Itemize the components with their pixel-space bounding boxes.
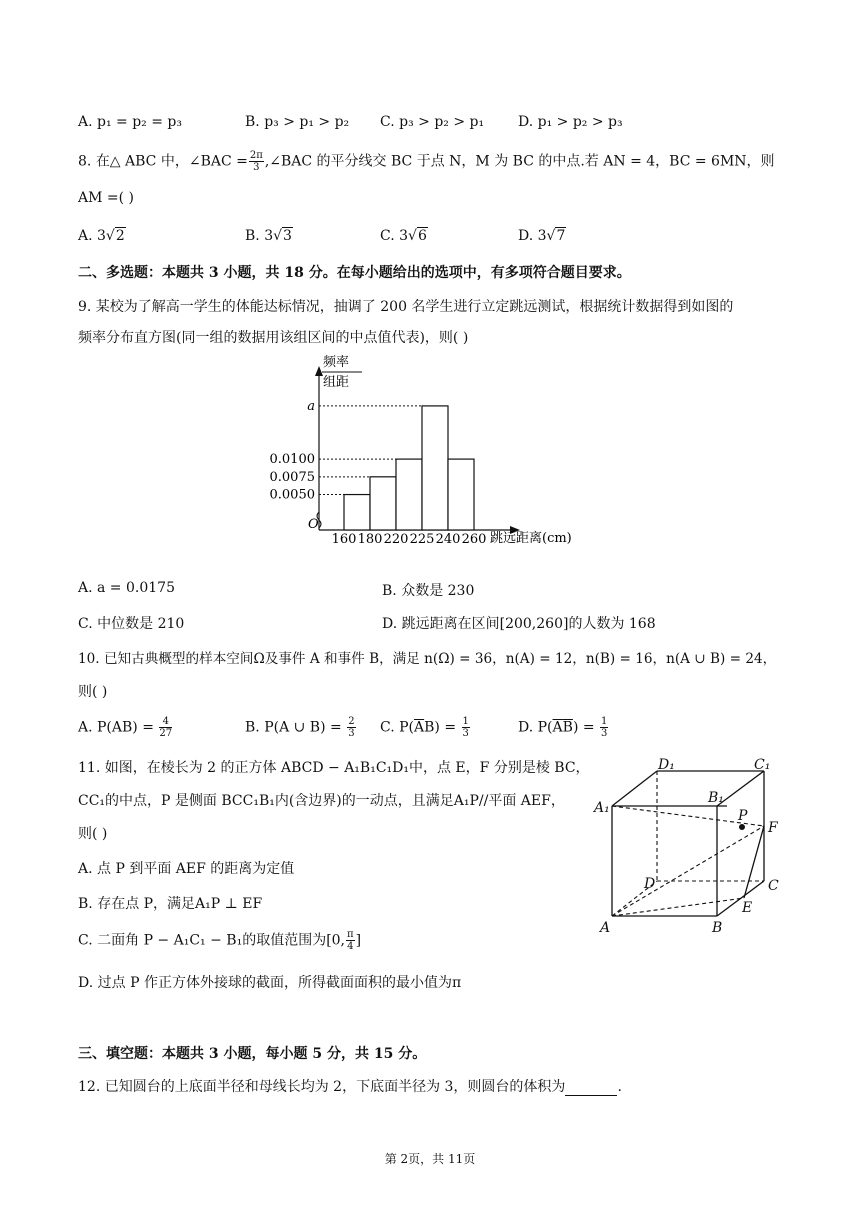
q10-option-d: D. $P(\overline{A}\overline{B})$ = $\frac{1}{3}$ xyxy=(518,716,608,739)
q7-option-c: C. p₃ > p₂ > p₁ xyxy=(380,114,485,130)
histogram-bar xyxy=(422,406,448,530)
q11-option-d: D. 过点 P 作正方体外接球的截面，所得截面面积的最小值为π xyxy=(78,975,462,991)
q9-option-b: B. 众数是 230 xyxy=(382,583,475,599)
hidden-none xyxy=(717,806,727,916)
segment-ae xyxy=(612,898,744,916)
label-b: B xyxy=(712,920,723,936)
label-f: F xyxy=(768,820,778,836)
q7-option-a: A. p₁ = p₂ = p₃ xyxy=(78,114,182,130)
ylabel-top: 频率 xyxy=(323,355,350,370)
q10-line1: 10. 已知古典概型的样本空间Ω及事件 A 和事件 B，满足 n(Ω) = 36，n(A) = 12，n(B) = 16，n(A ∪ B) = 24， xyxy=(78,651,777,667)
page-footer: 第 2页，共 11页 xyxy=(384,1152,476,1166)
q11-line1: 11. 如图，在棱长为 2 的正方体 ABCD − A₁B₁C₁D₁中，点 E，F 分别是棱 BC， xyxy=(78,760,590,776)
q9-line2: 频率分布直方图(同一组的数据用该组区间的中点值代表)，则( ) xyxy=(78,330,469,346)
q8-fraction: $\frac{2\pi}{3}$ xyxy=(249,150,263,173)
origin-label: O xyxy=(308,517,319,532)
label-a1: A₁ xyxy=(594,800,610,816)
histogram-bar xyxy=(344,495,370,530)
histogram-bar xyxy=(370,477,396,530)
point-p xyxy=(739,824,745,830)
label-b1: B₁ xyxy=(708,790,724,806)
y-axis-arrow xyxy=(315,366,323,376)
q12-line: 12. 已知圆台的上底面半径和母线长均为 2，下底面半径为 3，则圆台的体积为 . xyxy=(78,1079,622,1095)
q10-option-b: B. P(A ∪ B) = $\frac{2}{3}$ xyxy=(245,716,355,739)
q10-option-a: A. P(AB) = $\frac{4}{27}$ xyxy=(78,716,173,739)
y-tick-label: 0.0075 xyxy=(269,469,315,485)
x-tick-label: 260 xyxy=(461,532,487,547)
q11-option-b: B. 存在点 P，满足A₁P ⊥ EF xyxy=(78,896,263,912)
q11-line2: CC₁的中点，P 是侧面 BCC₁B₁内(含边界)的一动点，且满足A₁P//平面 AEF， xyxy=(78,793,565,809)
y-tick-label: 0.0100 xyxy=(269,452,315,468)
q7-option-d: D. p₁ > p₂ > p₃ xyxy=(518,114,623,130)
edge-a1d1 xyxy=(612,771,657,806)
q8-line2: AM =( ) xyxy=(78,190,134,206)
q9-option-a: A. a = 0.0175 xyxy=(78,580,175,596)
edge-fe xyxy=(744,826,764,898)
q12-answer-blank[interactable] xyxy=(565,1081,617,1096)
section-2-heading: 二、多选题：本题共 3 小题，共 18 分。在每小题给出的选项中，有多项符合题目要求。 xyxy=(78,265,631,281)
label-a: A xyxy=(600,920,611,936)
q10-option-c: C. $P(\overline{A}B)$ = $\frac{1}{3}$ xyxy=(380,716,469,739)
label-c: C xyxy=(768,878,779,894)
y-tick-label: 0.0050 xyxy=(269,487,315,503)
y-tick-label: a xyxy=(307,398,315,414)
histogram-bar xyxy=(448,459,474,530)
q9-option-c: C. 中位数是 210 xyxy=(78,616,185,632)
section-3-heading: 三、填空题：本题共 3 小题，每小题 5 分，共 15 分。 xyxy=(78,1046,427,1062)
q8-option-a: A. 3√2 xyxy=(78,228,125,244)
label-e: E xyxy=(742,900,753,916)
label-d: D xyxy=(644,876,656,892)
x-tick-label: 180 xyxy=(357,532,383,547)
x-tick-label: 160 xyxy=(331,532,357,547)
q11-line3: 则( ) xyxy=(78,826,108,842)
edge-b1c1 xyxy=(717,771,764,806)
q11-option-c: C. 二面角 P − A₁C₁ − B₁的取值范围为[0, $\frac{\pi}{4}$ ] xyxy=(78,929,362,952)
q8-line1: 8. 在△ ABC 中，∠BAC = $\frac{2\pi}{3}$ ,∠BAC 的平分线交 BC 于点 N，M 为 BC 的中点.若 AN = 4，BC = 6MN，则 xyxy=(78,150,775,173)
q7-option-b: B. p₃ > p₁ > p₂ xyxy=(245,114,350,130)
x-axis-label: 跳远距离(cm) xyxy=(490,531,572,546)
histogram-bar xyxy=(396,459,422,530)
x-tick-label: 225 xyxy=(409,532,435,547)
q11-option-a: A. 点 P 到平面 AEF 的距离为定值 xyxy=(78,861,295,877)
q9-option-d: D. 跳远距离在区间[200,260]的人数为 168 xyxy=(382,616,656,632)
histogram-chart xyxy=(262,352,602,548)
q8-option-d: D. 3√7 xyxy=(518,228,566,244)
q8-option-c: C. 3√6 xyxy=(380,228,427,244)
q10-line2: 则( ) xyxy=(78,684,108,700)
q8-option-b: B. 3√3 xyxy=(245,228,292,244)
label-c1: C₁ xyxy=(754,757,771,773)
q9-line1: 9. 某校为了解高一学生的体能达标情况，抽调了 200 名学生进行立定跳远测试，根据统计数据得到如图的 xyxy=(78,299,734,315)
label-d1: D₁ xyxy=(658,757,675,773)
x-tick-label: 240 xyxy=(435,532,461,547)
cube-figure xyxy=(592,756,792,936)
label-p: P xyxy=(738,808,748,824)
ylabel-bottom: 组距 xyxy=(323,375,350,390)
x-tick-label: 220 xyxy=(383,532,409,547)
